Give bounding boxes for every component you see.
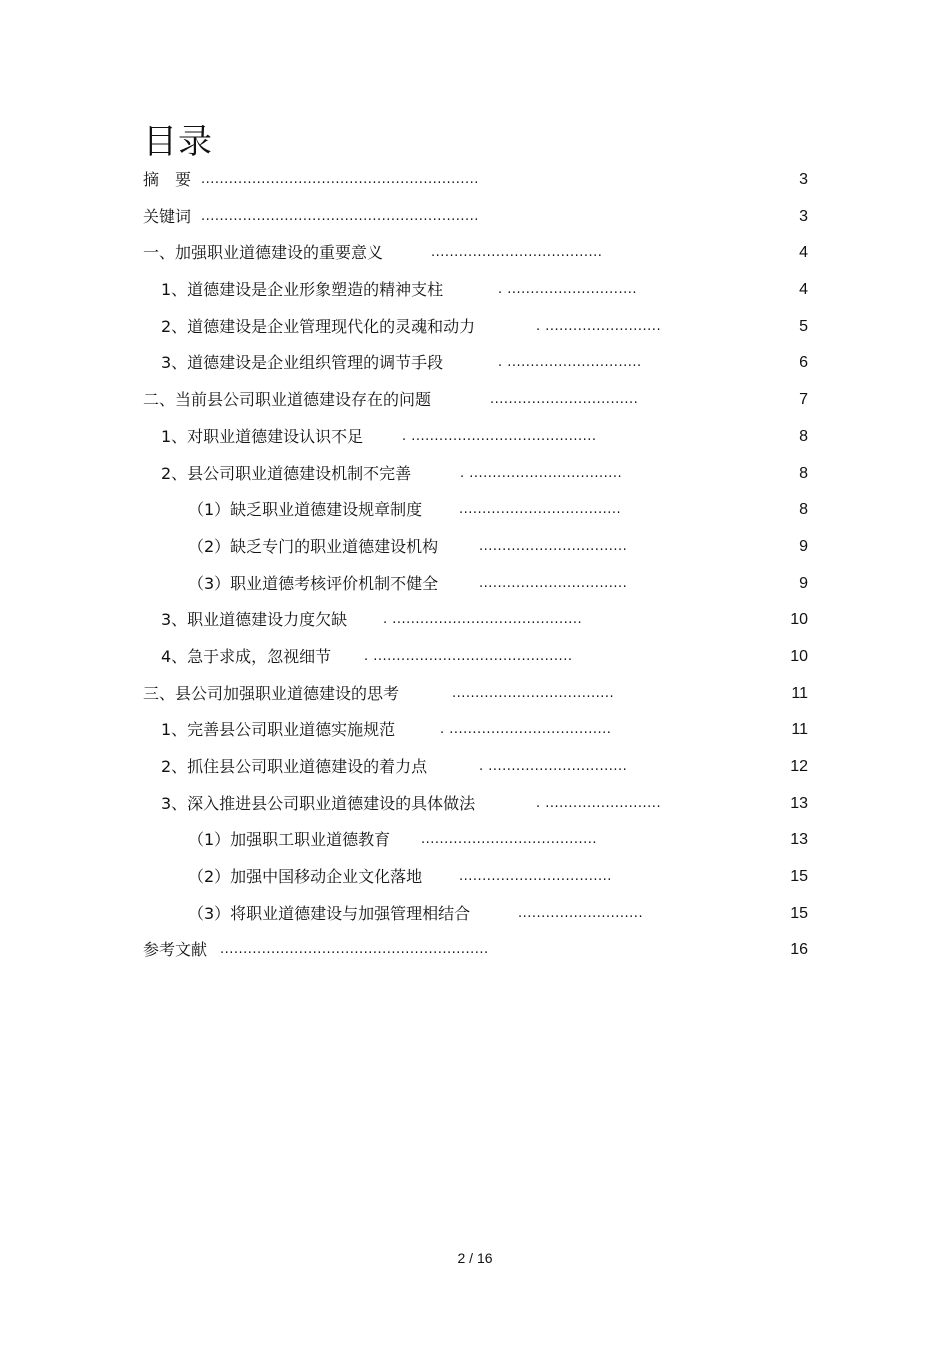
toc-entry-keywords[interactable] <box>143 199 808 236</box>
toc-entry-section-2-2-3[interactable] <box>143 566 808 603</box>
toc-entry-page: 3 <box>799 171 808 188</box>
toc-entry-page: 8 <box>799 427 808 445</box>
toc-entry-section-3-3-1[interactable] <box>143 822 808 859</box>
toc-leader-dots: . ............................. <box>498 355 642 371</box>
toc-entry-page: 16 <box>790 941 808 959</box>
toc-leader-dots: . ................................. <box>460 465 623 481</box>
toc-leader-dots: ................................ <box>479 538 628 554</box>
toc-entry-label: （3）将职业道德建设与加强管理相结合 <box>188 903 471 923</box>
toc-entry-label: 1、对职业道德建设认识不足 <box>161 426 364 446</box>
toc-entry-section-1[interactable] <box>143 235 808 272</box>
toc-entry-section-2-3[interactable] <box>143 602 808 639</box>
toc-leader-dots: .......................................................... <box>220 942 489 958</box>
toc-entry-section-2-4[interactable] <box>143 639 808 676</box>
toc-entry-label: （1）缺乏职业道德建设规章制度 <box>188 500 423 520</box>
toc-entry-label: （2）加强中国移动企业文化落地 <box>188 867 423 887</box>
table-of-contents <box>143 162 808 969</box>
toc-entry-page: 5 <box>799 317 808 335</box>
toc-leader-dots: . ........................................... <box>364 648 573 664</box>
toc-entry-label: （1）加强职工职业道德教育 <box>188 830 391 850</box>
toc-entry-label: 2、县公司职业道德建设机制不完善 <box>161 463 412 483</box>
toc-entry-page: 9 <box>799 537 808 555</box>
toc-leader-dots: . ............................ <box>498 282 637 298</box>
toc-entry-references[interactable] <box>143 932 808 969</box>
toc-entry-section-1-2[interactable] <box>143 309 808 346</box>
toc-leader-dots: . .............................. <box>479 759 628 774</box>
toc-leader-dots: ............................................................ <box>201 172 479 187</box>
toc-entry-page: 4 <box>799 244 808 262</box>
toc-entry-page: 13 <box>790 794 808 812</box>
toc-entry-label: （2）缺乏专门的职业道德建设机构 <box>188 536 439 556</box>
toc-entry-page: 7 <box>799 391 808 409</box>
toc-leader-dots: ................................... <box>459 502 622 518</box>
toc-entry-label: 摘 要 <box>143 170 192 189</box>
toc-entry-label: 关键词 <box>143 206 192 226</box>
toc-entry-page: 11 <box>791 684 808 702</box>
toc-leader-dots: . ......................... <box>536 795 662 811</box>
toc-entry-page: 13 <box>790 831 808 849</box>
toc-entry-label: 4、急于求成，忽视细节 <box>161 646 332 666</box>
toc-entry-label: 参考文献 <box>143 940 208 960</box>
toc-entry-section-1-3[interactable] <box>143 345 808 382</box>
toc-entry-page: 12 <box>790 758 808 775</box>
toc-entry-page: 6 <box>799 354 808 372</box>
page-indicator: 2 / 16 <box>457 1250 493 1266</box>
toc-leader-dots: . ................................... <box>440 722 612 738</box>
toc-entry-label: 一、加强职业道德建设的重要意义 <box>143 243 384 263</box>
toc-entry-label: 1、道德建设是企业形象塑造的精神支柱 <box>161 280 444 300</box>
toc-leader-dots: ................................ <box>479 575 628 591</box>
toc-leader-dots: ..................................... <box>431 245 603 261</box>
toc-entry-section-2[interactable] <box>143 382 808 419</box>
toc-leader-dots: . ........................................ <box>402 428 597 444</box>
toc-entry-label: 3、深入推进县公司职业道德建设的具体做法 <box>161 793 476 813</box>
toc-entry-section-3-2[interactable] <box>143 749 808 786</box>
toc-entry-section-1-1[interactable] <box>143 272 808 309</box>
toc-leader-dots: ........................... <box>518 905 644 921</box>
toc-leader-dots: ...................................... <box>421 832 598 848</box>
toc-leader-dots: . ......................... <box>536 318 662 334</box>
toc-leader-dots: ................................. <box>459 869 612 885</box>
toc-entry-page: 11 <box>791 721 808 739</box>
toc-entry-section-2-2-1[interactable] <box>143 492 808 529</box>
toc-entry-page: 15 <box>790 904 808 922</box>
toc-leader-dots: . ......................................... <box>383 612 583 628</box>
toc-entry-abstract[interactable] <box>143 162 808 199</box>
toc-entry-section-3-3-2[interactable] <box>143 859 808 896</box>
toc-entry-section-3-3-3[interactable] <box>143 896 808 933</box>
toc-entry-page: 3 <box>799 207 808 225</box>
toc-entry-label: 2、抓住县公司职业道德建设的着力点 <box>161 757 428 776</box>
toc-leader-dots: ................................... <box>452 685 615 701</box>
toc-leader-dots: ................................ <box>490 392 639 408</box>
toc-entry-section-2-1[interactable] <box>143 419 808 456</box>
toc-entry-label: 3、职业道德建设力度欠缺 <box>161 610 348 630</box>
toc-entry-section-2-2[interactable] <box>143 456 808 493</box>
toc-entry-page: 8 <box>799 464 808 482</box>
toc-entry-section-3-1[interactable] <box>143 712 808 749</box>
toc-entry-page: 8 <box>799 501 808 519</box>
toc-entry-section-3[interactable] <box>143 676 808 713</box>
toc-entry-section-3-3[interactable] <box>143 786 808 823</box>
toc-entry-label: （3）职业道德考核评价机制不健全 <box>188 573 439 593</box>
toc-entry-label: 2、道德建设是企业管理现代化的灵魂和动力 <box>161 316 476 336</box>
toc-entry-page: 10 <box>790 647 808 665</box>
page-title: 目录 <box>143 122 213 162</box>
toc-entry-label: 1、完善县公司职业道德实施规范 <box>161 720 396 740</box>
toc-entry-label: 三、县公司加强职业道德建设的思考 <box>143 683 400 703</box>
toc-entry-label: 3、道德建设是企业组织管理的调节手段 <box>161 353 444 373</box>
toc-entry-page: 15 <box>790 868 808 886</box>
toc-entry-label: 二、当前县公司职业道德建设存在的问题 <box>143 390 432 410</box>
toc-entry-page: 9 <box>799 574 808 592</box>
toc-leader-dots: ............................................................ <box>201 208 479 224</box>
toc-entry-page: 4 <box>799 281 808 299</box>
toc-entry-section-2-2-2[interactable] <box>143 529 808 566</box>
toc-entry-page: 10 <box>790 611 808 629</box>
